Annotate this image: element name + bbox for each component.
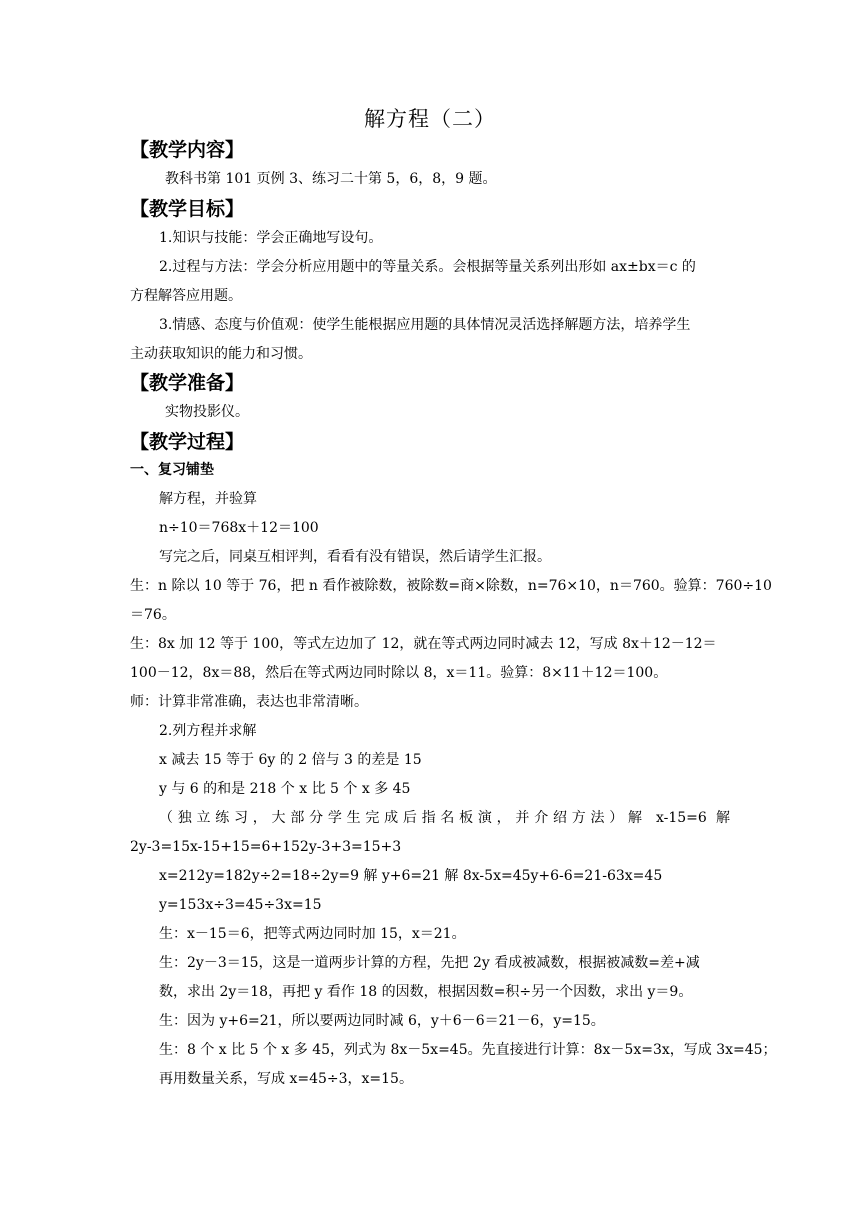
paragraph: 主动获取知识的能力和习惯。 <box>130 346 312 362</box>
paragraph: ＝76。 <box>130 607 176 623</box>
paragraph: 方程解答应用题。 <box>130 288 242 304</box>
equation: x=212y=182y÷2=18÷2y=9 解 y+6=21 解 8x-5x=45y+6-6=21-63x=45 <box>159 868 663 884</box>
paragraph: 100－12，8x＝88，然后在等式两边同时除以 8，x＝11。验算：8×11＋12＝100。 <box>130 665 668 681</box>
equation: 2y-3=15x-15+15=6+152y-3+3=15+3 <box>130 839 402 855</box>
paragraph: 生：2y－3＝15，这是一道两步计算的方程，先把 2y 看成被减数，根据被减数=差+减 <box>159 955 700 971</box>
paragraph: x 减去 15 等于 6y 的 2 倍与 3 的差是 15 <box>159 752 422 768</box>
paragraph: 生：x－15＝6，把等式两边同时加 15，x＝21。 <box>159 926 466 942</box>
heading-teaching-content: 【教学内容】 <box>130 139 245 161</box>
paragraph: 教科书第 101 页例 3、练习二十第 5，6，8，9 题。 <box>165 171 497 187</box>
heading-teaching-prep: 【教学准备】 <box>130 372 245 394</box>
paragraph: 写完之后，同桌互相评判，看看有没有错误，然后请学生汇报。 <box>159 549 551 565</box>
paragraph: 2.列方程并求解 <box>159 723 257 739</box>
paragraph: 生：8 个 x 比 5 个 x 多 45，列式为 8x－5x=45。先直接进行计算：8x－5x=3x，写成 3x=45； <box>159 1042 777 1058</box>
paragraph: 1.知识与技能：学会正确地写设句。 <box>159 230 383 246</box>
paragraph: y 与 6 的和是 218 个 x 比 5 个 x 多 45 <box>159 781 411 797</box>
paragraph: 3.情感、态度与价值观：使学生能根据应用题的具体情况灵活选择解题方法，培养学生 <box>159 317 691 333</box>
paragraph: 师：计算非常准确，表达也非常清晰。 <box>130 694 368 710</box>
paragraph: 数，求出 2y＝18，再把 y 看作 18 的因数，根据因数=积÷另一个因数，求出 y＝9。 <box>159 984 693 1000</box>
paragraph: 生：8x 加 12 等于 100，等式左边加了 12，就在等式两边同时减去 12，写成 8x＋12－12＝ <box>130 636 717 652</box>
paragraph: 实物投影仪。 <box>165 404 249 420</box>
equation: n÷10＝768x＋12＝100 <box>159 520 319 536</box>
paragraph: 2.过程与方法：学会分析应用题中的等量关系。会根据等量关系列出形如 ax±bx＝c 的 <box>159 259 696 275</box>
paragraph: 生：n 除以 10 等于 76，把 n 看作被除数，被除数=商×除数，n=76×10，n＝760。验算：760÷10 <box>130 578 772 594</box>
subheading-review: 一、复习铺垫 <box>130 462 214 478</box>
heading-teaching-process: 【教学过程】 <box>130 431 245 453</box>
paragraph: 生：因为 y+6=21，所以要两边同时减 6，y＋6－6＝21－6，y=15。 <box>159 1013 605 1029</box>
equation: y=153x÷3=45÷3x=15 <box>159 897 322 913</box>
paragraph: 再用数量关系，写成 x=45÷3，x=15。 <box>159 1071 413 1087</box>
paragraph: （独立练习，大部分学生完成后指名板演，并介绍方法）解 x-15=6 解 <box>159 810 730 826</box>
page-title: 解方程（二） <box>364 107 496 131</box>
paragraph: 解方程，并验算 <box>159 491 257 507</box>
heading-teaching-goals: 【教学目标】 <box>130 198 245 220</box>
